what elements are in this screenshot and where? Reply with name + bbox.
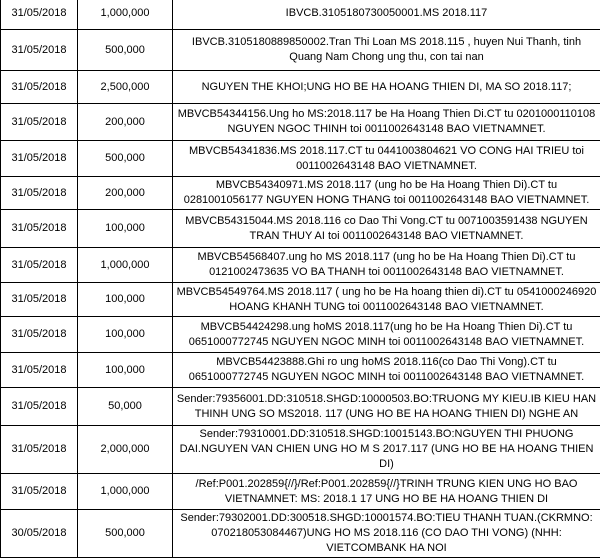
description-cell: Sender:79302001.DD:300518.SHGD:10001574.BO:TIEU THANH TUAN.(CKRMNO: 070218053084467)UNG HO MS 2018.116 (CO DAO THI VONG) (NHH: VIETCOMBANK HA NOI — [173, 510, 600, 558]
date-cell: 31/05/2018 — [1, 30, 78, 71]
table-row — [1, 388, 600, 426]
table-row — [1, 248, 600, 283]
amount-cell: 200,000 — [78, 177, 173, 210]
description-cell: MBVCB54424298.ung hoMS 2018.117(ung ho be Ha Hoang Thien Di).CT tu 0651000772745 NGUYEN NGOC MINH toi 0011002643148 BAO VIETNAMNET. — [173, 317, 600, 353]
table-row — [1, 210, 600, 248]
table-row — [1, 426, 600, 474]
date-cell: 31/05/2018 — [1, 353, 78, 388]
description-cell: MBVCB54549764.MS 2018.117 ( ung ho be Ha hoang thien di).CT tu 0541000246920 HOANG KHANH TUNG toi 0011002643148 BAO VIETNAMNET. — [173, 283, 600, 317]
table-row — [1, 141, 600, 177]
date-cell: 31/05/2018 — [1, 104, 78, 141]
amount-cell: 100,000 — [78, 283, 173, 317]
date-cell: 31/05/2018 — [1, 177, 78, 210]
description-cell: IBVCB.3105180730050001.MS 2018.117 — [173, 0, 600, 30]
date-cell: 31/05/2018 — [1, 248, 78, 283]
description-cell: MBVCB54568407.ung ho MS 2018.117 (ung ho be Ha Hoang Thien Di).CT tu 0121002473635 VO BA THANH toi 0011002643148 BAO VIETNAMNET. — [173, 248, 600, 283]
table-row — [1, 0, 600, 30]
table-row — [1, 283, 600, 317]
description-cell: IBVCB.3105180889850002.Tran Thi Loan MS 2018.115 , huyen Nui Thanh, tinh Quang Nam Chong ung thu, con tai nan — [173, 30, 600, 71]
description-cell: MBVCB54344156.Ung ho MS:2018.117 be Ha Hoang Thien Di.CT tu 0201000110108 NGUYEN NGOC THINH toi 0011002643148 BAO VIETNAMNET. — [173, 104, 600, 141]
description-cell: MBVCB54341836.MS 2018.117.CT tu 0441003804621 VO CONG HAI TRIEU toi 0011002643148 BAO VIETNAMNET. — [173, 141, 600, 177]
description-cell: Sender:79356001.DD:310518.SHGD:10000503.BO:TRUONG MY KIEU.IB KIEU HAN THINH UNG SO MS2018. 117 (UNG HO BE HA HOANG THIEN DI) NGHE AN — [173, 388, 600, 426]
date-cell: 31/05/2018 — [1, 426, 78, 474]
amount-cell: 50,000 — [78, 388, 173, 426]
amount-cell: 1,000,000 — [78, 248, 173, 283]
date-cell: 30/05/2018 — [1, 510, 78, 558]
description-cell: MBVCB54315044.MS 2018.116 co Dao Thi Vong.CT tu 0071003591438 NGUYEN TRAN THUY AI toi 0011002643148 BAO VIETNAMNET. — [173, 210, 600, 248]
table-row — [1, 104, 600, 141]
table-row — [1, 317, 600, 353]
table-row — [1, 177, 600, 210]
table-row — [1, 510, 600, 558]
date-cell: 31/05/2018 — [1, 474, 78, 510]
amount-cell: 200,000 — [78, 104, 173, 141]
date-cell: 31/05/2018 — [1, 141, 78, 177]
date-cell: 31/05/2018 — [1, 317, 78, 353]
amount-cell: 100,000 — [78, 210, 173, 248]
description-cell: /Ref:P001.202859{//}/Ref:P001.202859{//}TRINH TRUNG KIEN UNG HO BAO VIETNAMNET: MS: 2018.1 17 UNG HO BE HA HOANG THIEN DI — [173, 474, 600, 510]
amount-cell: 500,000 — [78, 510, 173, 558]
amount-cell: 1,000,000 — [78, 0, 173, 30]
amount-cell: 2,500,000 — [78, 71, 173, 104]
description-cell: MBVCB54340971.MS 2018.117 (ung ho be Ha Hoang Thien Di).CT tu 0281001056177 NGUYEN HONG THANG toi 0011002643148 BAO VIETNAMNET. — [173, 177, 600, 210]
amount-cell: 100,000 — [78, 353, 173, 388]
description-cell: MBVCB54423888.Ghi ro ung hoMS 2018.116(co Dao Thi Vong).CT tu 0651000772745 NGUYEN NGOC MINH toi 0011002643148 BAO VIETNAMNET. — [173, 353, 600, 388]
table-row — [1, 71, 600, 104]
amount-cell: 500,000 — [78, 30, 173, 71]
description-cell: Sender:79310001.DD:310518.SHGD:10015143.BO:NGUYEN THI PHUONG DAI.NGUYEN VAN CHIEN UNG HO M S 2017.117 (UNG HO BE HA HOANG THIEN DI) — [173, 426, 600, 474]
amount-cell: 100,000 — [78, 317, 173, 353]
date-cell: 31/05/2018 — [1, 0, 78, 30]
amount-cell: 1,000,000 — [78, 474, 173, 510]
amount-cell: 2,000,000 — [78, 426, 173, 474]
description-cell: NGUYEN THE KHOI;UNG HO BE HA HOANG THIEN DI, MA SO 2018.117; — [173, 71, 600, 104]
date-cell: 31/05/2018 — [1, 283, 78, 317]
amount-cell: 500,000 — [78, 141, 173, 177]
table-row — [1, 30, 600, 71]
date-cell: 31/05/2018 — [1, 210, 78, 248]
donation-table-body — [1, 0, 600, 558]
table-row — [1, 474, 600, 510]
table-row — [1, 353, 600, 388]
date-cell: 31/05/2018 — [1, 71, 78, 104]
date-cell: 31/05/2018 — [1, 388, 78, 426]
